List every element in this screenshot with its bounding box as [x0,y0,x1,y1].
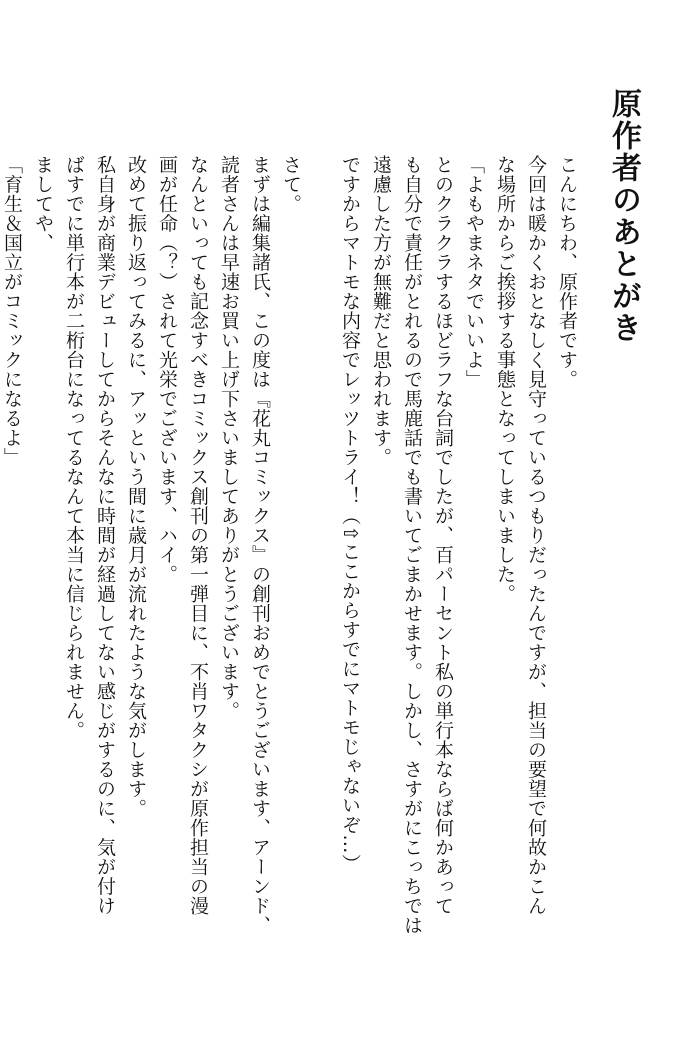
text-line: 今回は暖かくおとなしく見守っているつもりだったんですが、担当の要望で何故かこん [525,155,547,916]
text-line: 私自身が商業デビューしてからそんなに時間が経過してない感じがするのに、気が付け [94,155,116,916]
text-line: ましてや、 [32,155,54,253]
text-line: なんといっても記念すべきコミックス創刊の第一弾目に、不肖ワタクシが原作担当の漫 [187,155,209,916]
afterword-body [0,155,582,935]
text-line: も自分で責任がとれるので馬鹿話でも書いてごまかせます。しかし、さすがにこっちでは [401,155,423,935]
text-line: 改めて振り返ってみるに、アッという間に歳月が流れたような気がします。 [125,155,147,818]
text-line: 読者さんは早速お買い上げ下さいましてありがとうございます。 [218,155,240,721]
text-line: ばすでに単行本が二桁台になってるなんて本当に信じられません。 [63,155,85,740]
text-line: な場所からご挨拶する事態となってしまいました。 [494,155,516,604]
text-line: こんにちわ、原作者です。 [556,155,578,389]
text-line: 「よもやまネタでいいよ」 [463,155,485,389]
text-line: とのクラクラするほどラフな台詞でしたが、百パーセント私の単行本ならば何かあって [432,155,454,916]
page-title: 原作者のあとがき [606,88,641,344]
text-line: まずは編集諸氏、この度は『花丸コミックス』の創刊おめでとうございます、アーンド、 [249,155,271,935]
text-line: 遠慮した方が無難だと思われます。 [370,155,392,467]
text-line: 「育生＆国立がコミックになるよ」 [1,155,23,467]
text-line: 画が任命（？）されて光栄でございます、ハイ。 [156,155,178,584]
text-line: さて。 [280,155,302,214]
text-line: ですからマトモな内容でレッツトライ！（⇧ここからすでにマトモじゃないぞ…） [339,155,361,874]
